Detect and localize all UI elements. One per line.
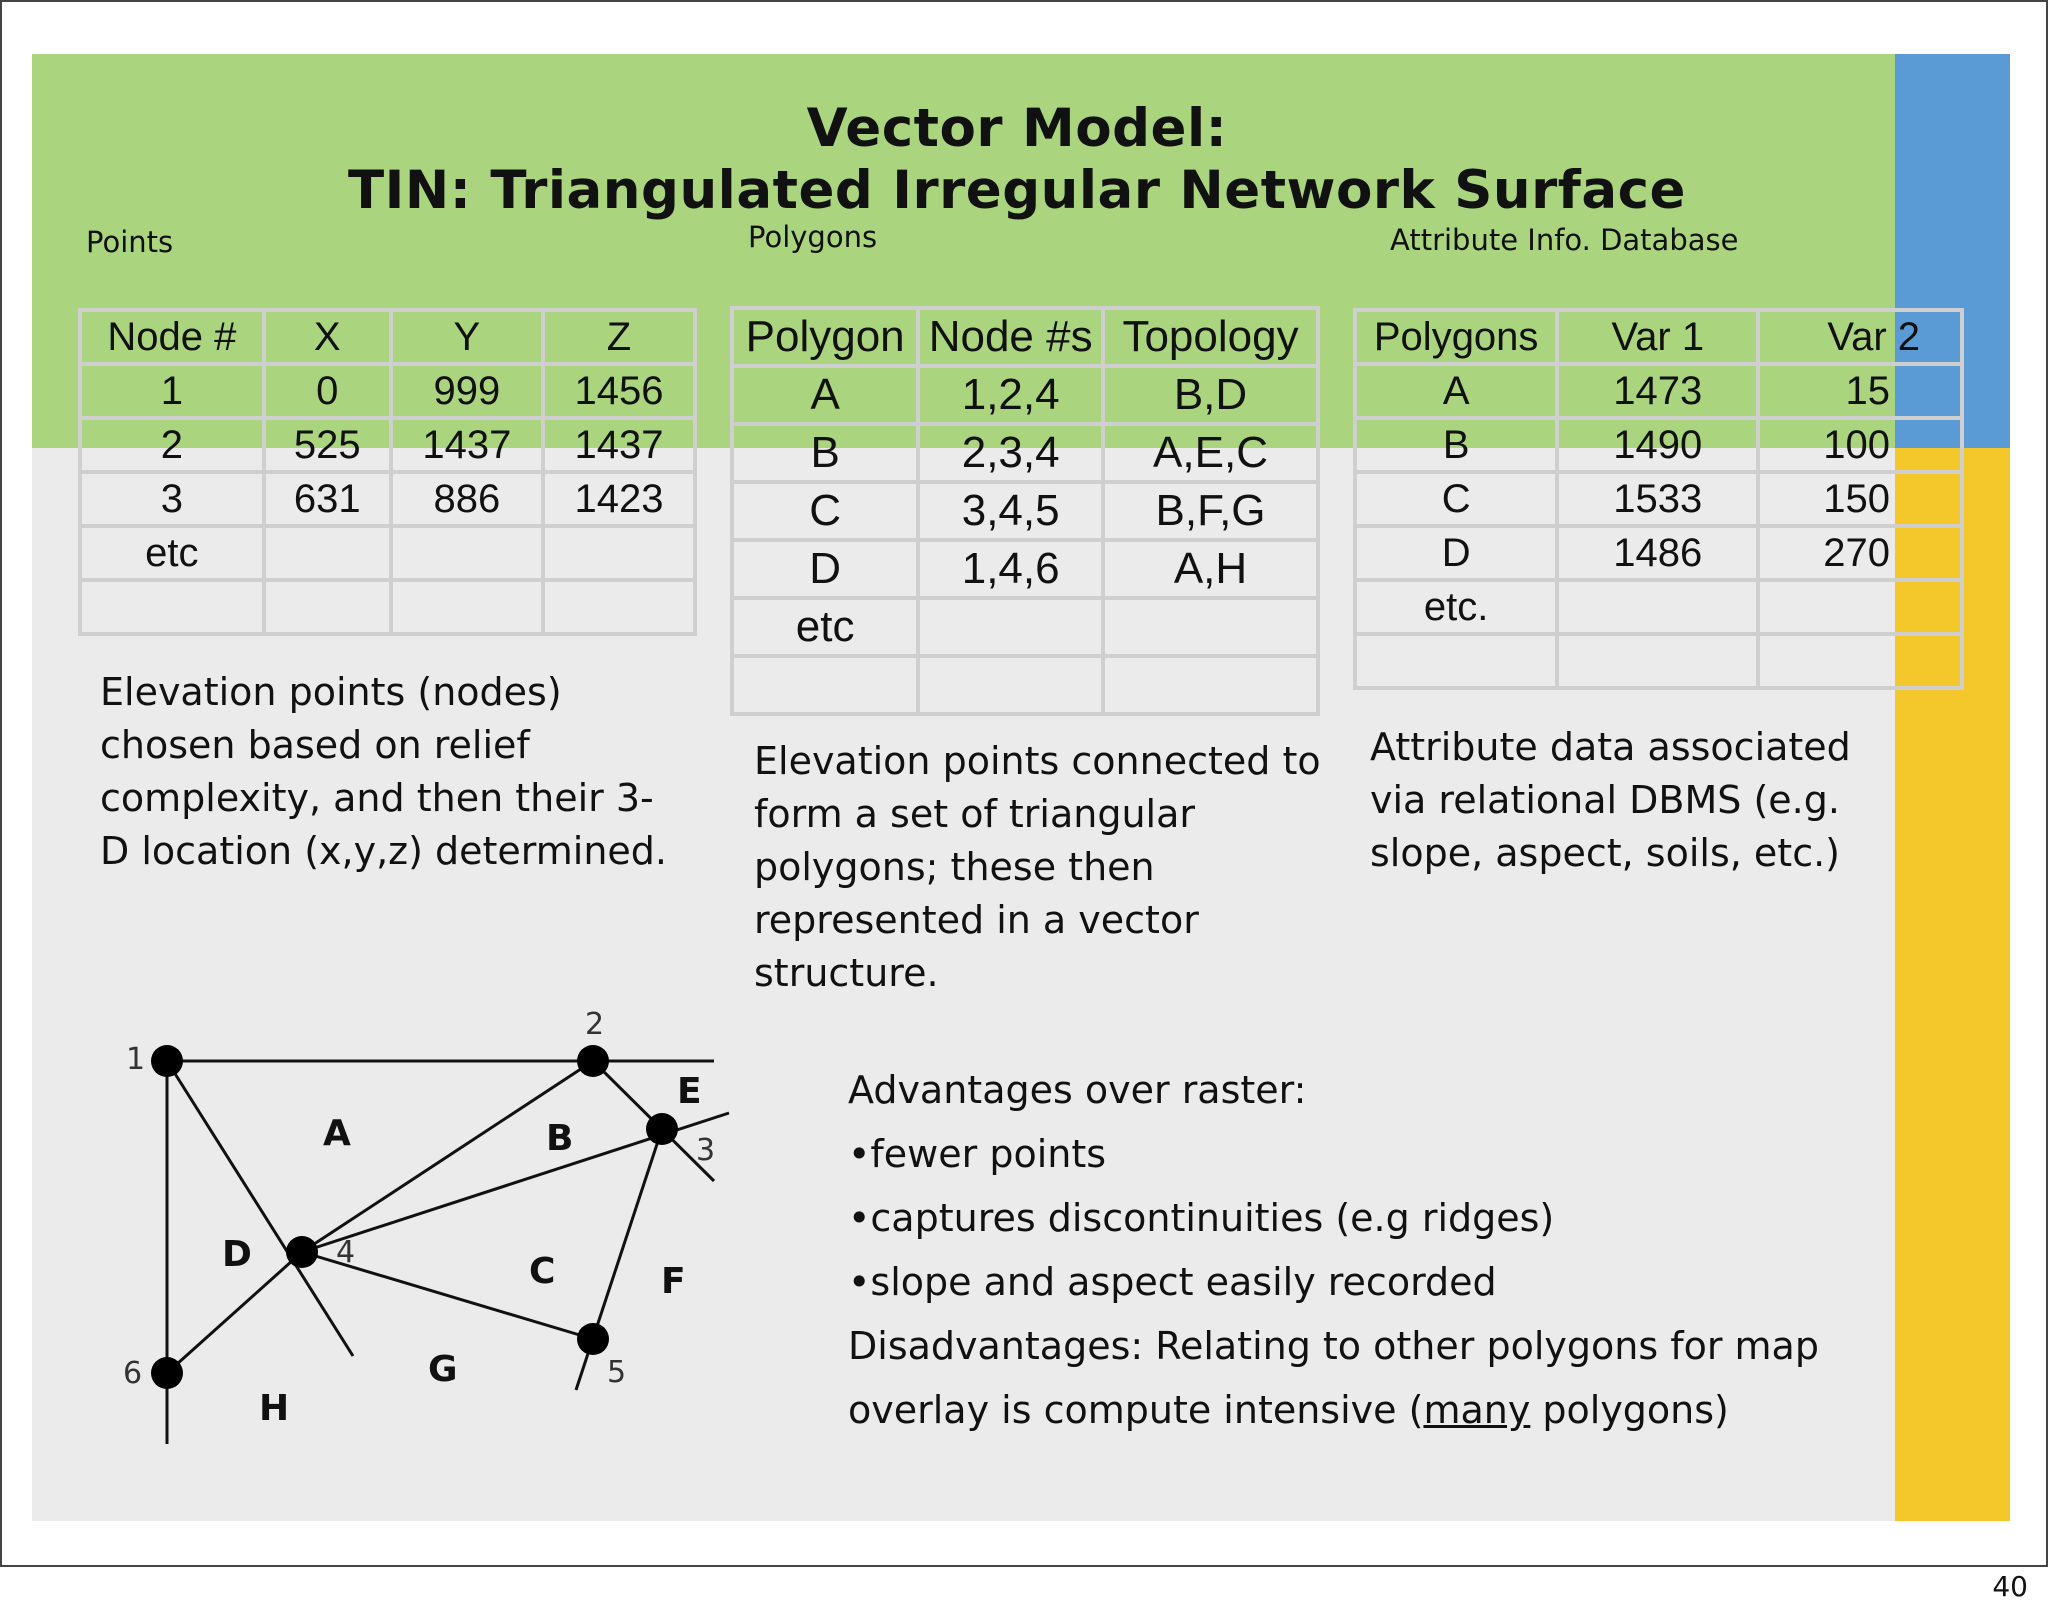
text-line: via relational DBMS (e.g. bbox=[1370, 778, 1840, 822]
page-number: 40 bbox=[1992, 1570, 2028, 1603]
table-cell: C bbox=[1355, 472, 1557, 526]
table-cell: 1490 bbox=[1557, 418, 1758, 472]
node-label: 1 bbox=[126, 1042, 146, 1077]
table-cell: 1,4,6 bbox=[918, 540, 1103, 598]
polygon-label: B bbox=[546, 1118, 574, 1159]
node-label: 6 bbox=[123, 1356, 143, 1391]
text-line: Elevation points connected to bbox=[754, 739, 1321, 783]
node-label: 2 bbox=[585, 1007, 605, 1042]
text-line: Attribute data associated bbox=[1370, 725, 1851, 769]
table-cell: etc. bbox=[1355, 580, 1557, 634]
advantages-heading: Advantages over raster: bbox=[848, 1068, 1307, 1112]
text-line: form a set of triangular bbox=[754, 792, 1196, 836]
table-cell: 100 bbox=[1758, 418, 1962, 472]
table-cell: 150 bbox=[1758, 472, 1962, 526]
table-cell: 631 bbox=[264, 472, 391, 526]
section-label-points: Points bbox=[86, 225, 174, 259]
table-cell: etc bbox=[80, 526, 264, 580]
table-cell: 0 bbox=[264, 364, 391, 418]
node-point bbox=[577, 1323, 609, 1355]
text-span: polygons) bbox=[1530, 1388, 1729, 1432]
polygon-label: D bbox=[222, 1234, 252, 1275]
text-line: slope, aspect, soils, etc.) bbox=[1370, 831, 1840, 875]
node-point bbox=[151, 1045, 183, 1077]
node-point bbox=[151, 1357, 183, 1389]
underlined-word: many bbox=[1423, 1388, 1531, 1432]
node-point bbox=[646, 1113, 678, 1145]
table-header-cell: Node #s bbox=[918, 308, 1103, 366]
table-header-cell: Var 2 bbox=[1758, 310, 1962, 364]
polygon-label: H bbox=[259, 1388, 290, 1429]
node-label: 5 bbox=[607, 1355, 627, 1390]
table-cell: D bbox=[1355, 526, 1557, 580]
node-label: 3 bbox=[696, 1133, 716, 1168]
section-label-polygons: Polygons bbox=[748, 220, 878, 254]
table-cell: 1 bbox=[80, 364, 264, 418]
disadvantages-line: Disadvantages: Relating to other polygons for map bbox=[848, 1324, 1819, 1368]
table-cell: 1,2,4 bbox=[918, 366, 1103, 424]
table-cell: 3,4,5 bbox=[918, 482, 1103, 540]
table-cell: 2 bbox=[80, 418, 264, 472]
node-label: 4 bbox=[336, 1235, 356, 1270]
text-line: represented in a vector bbox=[754, 898, 1199, 942]
polygon-label: C bbox=[529, 1251, 556, 1292]
table-cell: A,H bbox=[1103, 540, 1318, 598]
polygon-label: E bbox=[677, 1071, 702, 1112]
table-cell: B bbox=[732, 424, 918, 482]
table-cell: 1486 bbox=[1557, 526, 1758, 580]
table-header-cell: Y bbox=[391, 310, 543, 364]
text-line: Elevation points (nodes) bbox=[100, 670, 562, 714]
polygon-label: G bbox=[428, 1349, 458, 1390]
table-header-cell: Z bbox=[543, 310, 695, 364]
table-cell: 2,3,4 bbox=[918, 424, 1103, 482]
advantage-bullet: •captures discontinuities (e.g ridges) bbox=[848, 1196, 1555, 1240]
table-cell: 270 bbox=[1758, 526, 1962, 580]
table-cell: 1423 bbox=[543, 472, 695, 526]
table-cell: D bbox=[732, 540, 918, 598]
table-cell: A bbox=[1355, 364, 1557, 418]
text-line: polygons; these then bbox=[754, 845, 1155, 889]
section-label-attributes: Attribute Info. Database bbox=[1390, 223, 1739, 257]
table-header-cell: Polygons bbox=[1355, 310, 1557, 364]
table-header-cell: Polygon bbox=[732, 308, 918, 366]
table-cell: 3 bbox=[80, 472, 264, 526]
text-line: structure. bbox=[754, 951, 939, 995]
text-line: complexity, and then their 3- bbox=[100, 776, 654, 820]
table-header-cell: Var 1 bbox=[1557, 310, 1758, 364]
table-cell: 1437 bbox=[543, 418, 695, 472]
table-cell: B bbox=[1355, 418, 1557, 472]
polygon-label: F bbox=[661, 1261, 686, 1302]
table-cell: 15 bbox=[1758, 364, 1962, 418]
table-cell: A,E,C bbox=[1103, 424, 1318, 482]
table-cell: 1456 bbox=[543, 364, 695, 418]
tin-edge bbox=[167, 1061, 356, 1356]
table-cell: 886 bbox=[391, 472, 543, 526]
slide-title-line2: TIN: Triangulated Irregular Network Surface bbox=[348, 160, 1686, 221]
text-line: chosen based on relief bbox=[100, 723, 530, 767]
advantage-bullet: •fewer points bbox=[848, 1132, 1107, 1176]
table-cell: A bbox=[732, 366, 918, 424]
table-cell: B,F,G bbox=[1103, 482, 1318, 540]
table-cell: C bbox=[732, 482, 918, 540]
table-cell: 999 bbox=[391, 364, 543, 418]
text-span: overlay is compute intensive ( bbox=[848, 1388, 1424, 1432]
node-point bbox=[286, 1236, 318, 1268]
polygon-label: A bbox=[323, 1113, 351, 1154]
node-point bbox=[577, 1045, 609, 1077]
table-header-cell: X bbox=[264, 310, 391, 364]
advantage-bullet: •slope and aspect easily recorded bbox=[848, 1260, 1497, 1304]
table-cell: 1533 bbox=[1557, 472, 1758, 526]
text-line: D location (x,y,z) determined. bbox=[100, 829, 667, 873]
table-cell: etc bbox=[732, 598, 918, 656]
table-cell: 525 bbox=[264, 418, 391, 472]
table-cell: B,D bbox=[1103, 366, 1318, 424]
table-cell: 1473 bbox=[1557, 364, 1758, 418]
tin-nodes bbox=[151, 1045, 678, 1389]
slide-title-line1: Vector Model: bbox=[806, 98, 1228, 159]
table-header-cell: Topology bbox=[1103, 308, 1318, 366]
table-cell: 1437 bbox=[391, 418, 543, 472]
table-header-cell: Node # bbox=[80, 310, 264, 364]
